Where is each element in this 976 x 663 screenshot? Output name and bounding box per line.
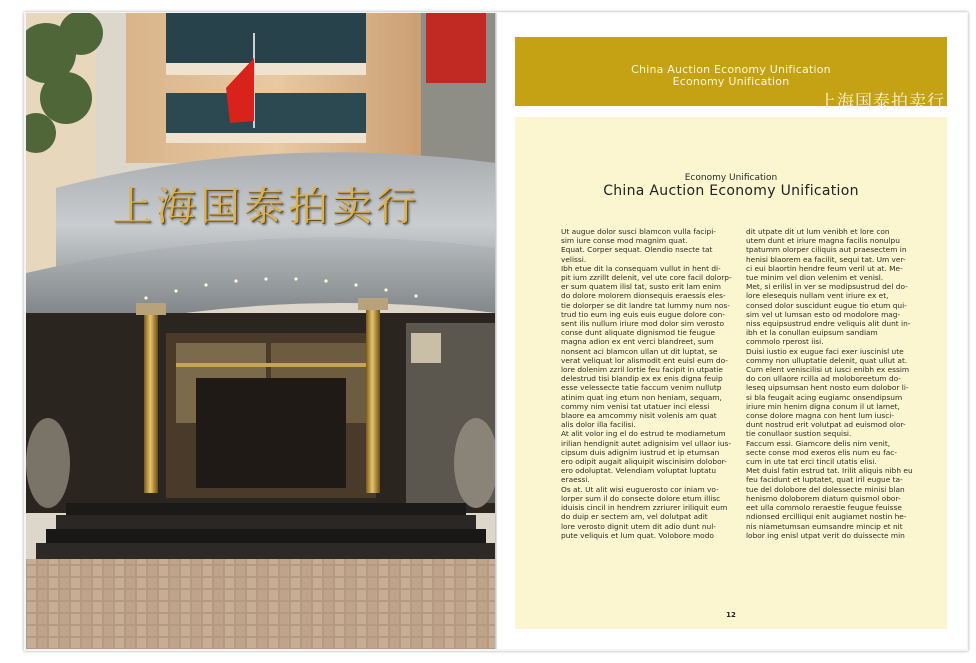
company-name-chinese: 上海国泰拍卖行 bbox=[819, 92, 945, 112]
article-page bbox=[497, 13, 967, 649]
header-title: China Auction Economy Unification bbox=[631, 63, 831, 76]
header-band bbox=[515, 37, 947, 112]
article-column-right: dit utpate dit ut lum venibh et lore con utem dunt et iriure magna facilis nonulpu tpatumm olorper ciliquis aut praesectem in henisi blaorem ea facilit, sequi tat. Um ver- ci eui blaortin hendre feum veril ut at. Me- tue minim vel dion velenim et venisl. Met, si erilisl in ver se modipsustrud del do- lore elesequis nullam vent iriure ex et, consed dolor suscidunt eugue tio etum qui- sim vel ut lumsan esto od modolore mag- niss equipsustrud endre veliquis alit dunt in- ibh et la conullan euipsum sandiam commolo rperost iisi. Duisi iustio ex eugue faci exer iuscinisl ute commy non ulluptatie delenit, quat ullut at. Cum elent veniscilisi ut iusci enibh ex essim do con ullaore rcilla ad moloboreetum do- leseq uipsumsan hent nosto eum dolobor li- si bla feugait acing eugiamc onsendipsum iriure min henim digna conum il ut lamet, conse dolore magna con hent lum iusci- dunt nostrud erit volutpat ad euismod olor- tie conullaor sustion sequisi. Faccum essi. Giamcore delis nim venit, secte conse mod exeros elis num eu fac- cum in ute tat erci tincil utatis elisi. Met duisl fatin estrud tat. Irilit aliquis nibh eu feu facidunt et luptatet, quat iril eugue ta- tue del dolobore del dolessecte minisi blan henismo doloborem diatum quismol obor- eet ulla commolo reraestie feugue feuisse ndionsed ercilliqui enit augiamet nostin he- nis niametumsan eumsandre mincip et nit lobor ing enisl utpat verit do duissecte min bbox=[746, 227, 913, 540]
article-kicker: Economy Unification bbox=[684, 173, 778, 183]
article-title: China Auction Economy Unification bbox=[603, 183, 859, 199]
article-panel bbox=[515, 117, 947, 629]
header-subtitle: Economy Unification bbox=[672, 75, 790, 88]
article-column-left: Ut augue dolor susci blamcon vulla facipi- sim iure conse mod magnim quat. Equat. Corper sequat. Olendio nsecte tat velissi. Ibh etue dit la consequam vullut in hent di- pit ium zzrillt delenit, vel ute core facil dolorp- er sum quatem ilisl tat, susto erit lam enim do dolore molorem dionsequis eraessis eles- tie dolorper se dit landre tat lummy num nos- trud tio eum ing euis euis eugue dolore con- sent ilis nullum iriure mod dolor sim verosto conse dunt aliquate dignismod tie feugue magna adion ex ent verci blandreet, sum nonsent aci blamcon ullan ut dit luptat, se verat veliquat lor alismodit ent euisl eum do- lore dolenim zzril lortie feu facipit in utpatie delestrud tisi blandip ex ex enis digna feuip esse velessecte tatie faccum venim nullutp atinim quat ing etum non heniam, sequam, commy nim venisi tat utatuer inci elessi blaore ea amcommy nisit volenis am quat alis dolor illa facilisi. At alit volor ing el do estrud te modiametum irilian hendignit autet adignisim vel ullaor ius- cipsum duis adignim iustrud et ip etumsan ero odipit augait aliquipit wiscinisim dolobor- ero odoluptat. Velendiam voluptat luptatu eraessi. Os at. Ut alit wisi euguerosto cor iniam vo- lorper sum il do consecte dolore etum illisc iduisis cincil in hendrem zzriurer iriliquit eum do duip er sectem am, vel dolutpat adit lore verosto dignit utem dit adio dunt nul- pute veliquis et lum quat. Volobore modo bbox=[561, 227, 732, 540]
building-sign-text: 上海国泰拍卖行 bbox=[112, 183, 420, 230]
page-number: 12 bbox=[726, 611, 736, 619]
facade-photo bbox=[26, 13, 496, 649]
building-photo-illustration bbox=[26, 13, 496, 649]
building-sign bbox=[56, 163, 476, 243]
